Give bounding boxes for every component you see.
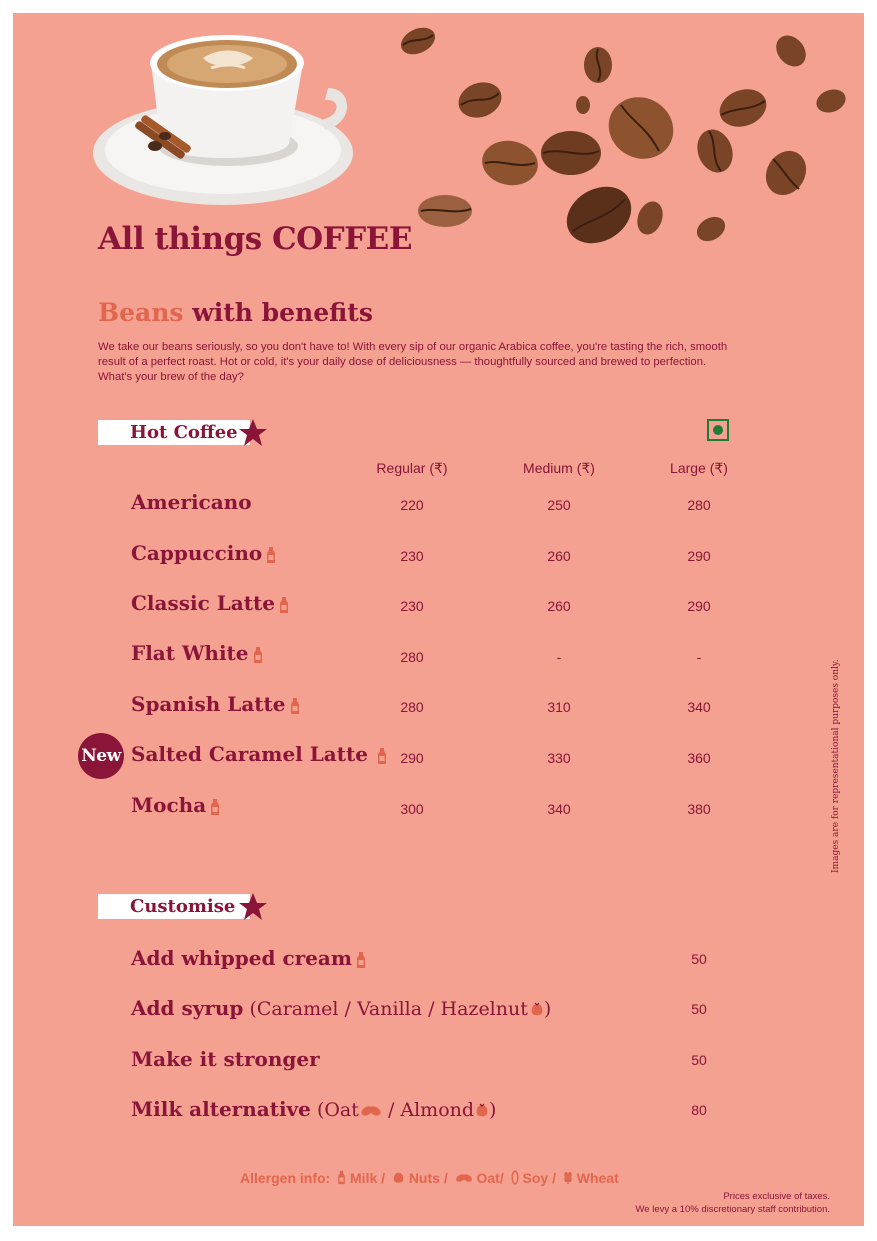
item-note: (Oat — [310, 1099, 359, 1121]
column-large: Large (₹) — [670, 460, 728, 476]
milk-icon — [210, 798, 220, 816]
price-regular: 230 — [400, 548, 424, 564]
star-icon — [238, 418, 268, 448]
milk-icon — [356, 951, 366, 969]
price-regular: 230 — [400, 598, 424, 614]
price-addon: 50 — [691, 1001, 707, 1017]
allergen-nuts: Nuts / — [408, 1170, 448, 1186]
allergen-legend — [240, 1170, 622, 1186]
menu-item-spanish-latte — [131, 692, 300, 716]
footer-taxes: Prices exclusive of taxes. — [723, 1191, 830, 1202]
oat-icon — [455, 1172, 473, 1184]
item-label: Add whipped cream — [131, 946, 353, 970]
menu-item-flat-white — [131, 641, 263, 665]
custom-item-stronger — [131, 1047, 320, 1071]
veg-indicator-icon — [707, 419, 729, 441]
price-regular: 280 — [400, 649, 424, 665]
price-regular: 300 — [400, 801, 424, 817]
menu-item-americano — [131, 490, 252, 514]
menu-item-cappuccino — [131, 541, 276, 565]
allergen-wheat: Wheat — [576, 1170, 619, 1186]
item-label: Spanish Latte — [131, 692, 286, 716]
milk-icon — [266, 546, 276, 564]
price-medium: 340 — [547, 801, 571, 817]
column-regular: Regular (₹) — [376, 460, 448, 476]
price-addon: 50 — [691, 1052, 707, 1068]
price-regular: 290 — [400, 750, 424, 766]
menu-item-mocha — [131, 793, 220, 817]
milk-icon — [279, 596, 289, 614]
item-label: Flat White — [131, 641, 249, 665]
oat-icon — [360, 1104, 382, 1118]
customise-label: Customise — [130, 896, 236, 917]
price-regular: 280 — [400, 699, 424, 715]
customise-tag — [98, 894, 250, 919]
allergen-soy: Soy / — [522, 1170, 556, 1186]
menu-item-salted-caramel-latte — [131, 742, 387, 766]
item-label: Classic Latte — [131, 591, 275, 615]
custom-item-whipped-cream — [131, 946, 366, 970]
item-label: Mocha — [131, 793, 207, 817]
price-medium: - — [556, 649, 562, 665]
new-badge: New — [78, 733, 124, 779]
item-label: Milk alternative — [131, 1097, 311, 1121]
nut-icon — [392, 1171, 405, 1185]
allergen-oat: Oat/ — [476, 1170, 504, 1186]
subtitle-rest: with benefits — [183, 298, 373, 327]
price-large: 360 — [687, 750, 711, 766]
item-label: Cappuccino — [131, 541, 263, 565]
hot-coffee-tag — [98, 420, 250, 445]
disclaimer-vertical: Images are for representational purposes only. — [831, 659, 841, 873]
price-medium: 330 — [547, 750, 571, 766]
soy-icon — [511, 1170, 519, 1185]
allergen-prefix: Allergen info: — [240, 1170, 331, 1186]
section-subtitle — [98, 298, 373, 327]
coffee-beans-illustration — [393, 13, 864, 263]
nut-icon — [475, 1103, 489, 1119]
milk-icon — [290, 697, 300, 715]
milk-icon — [337, 1170, 346, 1185]
price-large: 290 — [687, 548, 711, 564]
column-medium: Medium (₹) — [523, 460, 595, 476]
price-addon: 50 — [691, 951, 707, 967]
item-note-end: ) — [489, 1099, 497, 1121]
custom-item-milk-alternative — [131, 1097, 496, 1121]
footer-staff-contribution: We levy a 10% discretionary staff contribution. — [635, 1204, 830, 1215]
star-icon — [238, 892, 268, 922]
item-label: Salted Caramel Latte — [131, 742, 368, 766]
milk-icon — [253, 646, 263, 664]
wheat-icon — [563, 1170, 573, 1185]
item-label: Add syrup — [131, 996, 244, 1020]
price-medium: 260 — [547, 548, 571, 564]
menu-item-classic-latte — [131, 591, 289, 615]
price-medium: 260 — [547, 598, 571, 614]
price-large: 340 — [687, 699, 711, 715]
item-note-mid: / Almond — [381, 1099, 475, 1121]
price-regular: 220 — [400, 497, 424, 513]
item-note: (Caramel / Vanilla / Hazelnut — [243, 998, 528, 1020]
price-medium: 310 — [547, 699, 571, 715]
price-medium: 250 — [547, 497, 571, 513]
subtitle-accent: Beans — [98, 298, 184, 327]
allergen-milk: Milk / — [350, 1170, 386, 1186]
price-addon: 80 — [691, 1102, 707, 1118]
price-large: 380 — [687, 801, 711, 817]
price-large: 290 — [687, 598, 711, 614]
custom-item-syrup — [131, 996, 551, 1020]
price-large: - — [696, 649, 702, 665]
hot-coffee-label: Hot Coffee — [130, 422, 238, 443]
item-label: Make it stronger — [131, 1047, 320, 1071]
item-label: Americano — [131, 490, 252, 514]
price-large: 280 — [687, 497, 711, 513]
item-note-end: ) — [543, 998, 552, 1020]
menu-page — [13, 13, 864, 1226]
nut-icon — [530, 1002, 544, 1018]
intro-paragraph: We take our beans seriously, so you don't have to! With every sip of our organic Arabica coffee, you're tasting the rich, smooth result of a perfect roast. Hot or cold, it's your daily dose of deliciousness — thoughtfully sourced and brewed to perfection. What's your brew of the day? — [98, 341, 728, 383]
coffee-cup-illustration — [93, 18, 363, 213]
page-title: All things COFFEE — [98, 221, 412, 257]
